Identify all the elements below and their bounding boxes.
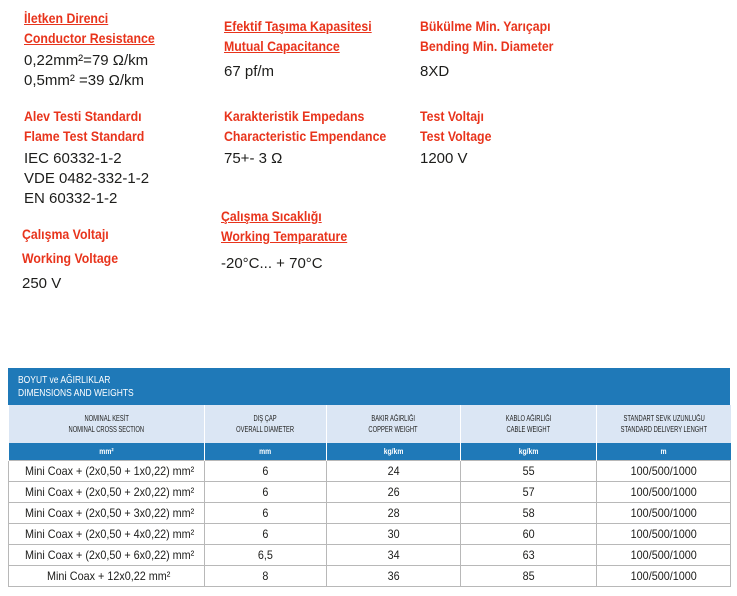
unit-cross-section: mm² bbox=[9, 443, 205, 461]
col-header-diameter: DIŞ ÇAP OVERALL DIAMETER bbox=[205, 405, 327, 443]
spec-flame-test bbox=[24, 106, 161, 209]
table-row bbox=[9, 482, 731, 503]
conductor-resistance-label-tr: İletken Direnci bbox=[24, 10, 109, 26]
cell-diameter: 8 bbox=[205, 566, 327, 587]
cell-copper-weight: 34 bbox=[327, 545, 461, 566]
cell-cross-section: Mini Coax + (2x0,50 + 2x0,22) mm² bbox=[9, 482, 205, 503]
mutual-capacitance-label-en: Mutual Capacitance bbox=[224, 38, 340, 54]
cell-cross-section: Mini Coax + 12x0,22 mm² bbox=[9, 566, 205, 587]
cell-diameter: 6 bbox=[205, 524, 327, 545]
bending-radius-value: 8XD bbox=[420, 63, 450, 80]
unit-copper-weight: kg/km bbox=[327, 443, 461, 461]
table-row bbox=[9, 461, 731, 482]
cell-cable-weight: 57 bbox=[461, 482, 597, 503]
table-row bbox=[9, 503, 731, 524]
flame-test-value-2: VDE 0482-332-1-2 bbox=[24, 170, 150, 187]
impedance-value: 75+- 3 Ω bbox=[224, 150, 283, 167]
cell-copper-weight: 26 bbox=[327, 482, 461, 503]
col-header-cross-section: NOMINAL KESİT NOMINAL CROSS SECTION bbox=[9, 405, 205, 443]
table-row bbox=[9, 524, 731, 545]
bending-radius-label-en: Bending Min. Diameter bbox=[420, 38, 554, 54]
cell-cross-section: Mini Coax + (2x0,50 + 4x0,22) mm² bbox=[9, 524, 205, 545]
col-header-cable-weight: KABLO AĞIRLIĞI CABLE WEIGHT bbox=[461, 405, 597, 443]
table-title-tr: BOYUT ve AĞIRLIKLAR bbox=[18, 375, 111, 386]
cell-copper-weight: 36 bbox=[327, 566, 461, 587]
col-header-delivery-length: STANDART SEVK UZUNLUĞU STANDARD DELIVERY LENGHT bbox=[597, 405, 731, 443]
conductor-resistance-value-1: 0,22mm²=79 Ω/km bbox=[24, 52, 149, 69]
bending-radius-label-tr: Bükülme Min. Yarıçapı bbox=[420, 18, 551, 34]
cell-cable-weight: 55 bbox=[461, 461, 597, 482]
spec-working-temperature bbox=[221, 206, 364, 274]
flame-test-label-en: Flame Test Standard bbox=[24, 128, 145, 144]
cell-delivery-length: 100/500/1000 bbox=[597, 566, 731, 587]
cell-copper-weight: 28 bbox=[327, 503, 461, 524]
working-temperature-value: -20°C... + 70°C bbox=[221, 255, 323, 272]
cell-cable-weight: 58 bbox=[461, 503, 597, 524]
test-voltage-value: 1200 V bbox=[420, 150, 468, 167]
cell-diameter: 6 bbox=[205, 461, 327, 482]
spec-test-voltage bbox=[420, 106, 501, 169]
mutual-capacitance-value: 67 pf/m bbox=[224, 63, 275, 80]
unit-cable-weight: kg/km bbox=[461, 443, 597, 461]
working-voltage-label-tr: Çalışma Voltajı bbox=[22, 226, 109, 242]
cell-cable-weight: 60 bbox=[461, 524, 597, 545]
cell-cross-section: Mini Coax + (2x0,50 + 6x0,22) mm² bbox=[9, 545, 205, 566]
cell-cable-weight: 63 bbox=[461, 545, 597, 566]
spec-mutual-capacitance bbox=[224, 16, 392, 82]
column-header-row bbox=[9, 405, 731, 443]
cell-delivery-length: 100/500/1000 bbox=[597, 482, 731, 503]
table-row bbox=[9, 566, 731, 587]
working-voltage-value: 250 V bbox=[22, 275, 62, 292]
cell-delivery-length: 100/500/1000 bbox=[597, 461, 731, 482]
spec-conductor-resistance bbox=[24, 8, 173, 91]
table-title-en: DIMENSIONS AND WEIGHTS bbox=[18, 388, 134, 399]
conductor-resistance-label-en: Conductor Resistance bbox=[24, 30, 155, 46]
cell-diameter: 6 bbox=[205, 503, 327, 524]
unit-row bbox=[9, 443, 731, 461]
flame-test-value-1: IEC 60332-1-2 bbox=[24, 150, 122, 167]
cell-cable-weight: 85 bbox=[461, 566, 597, 587]
cell-diameter: 6 bbox=[205, 482, 327, 503]
dimensions-table bbox=[8, 368, 730, 587]
test-voltage-label-en: Test Voltage bbox=[420, 128, 492, 144]
cell-diameter: 6,5 bbox=[205, 545, 327, 566]
impedance-label-en: Characteristic Empendance bbox=[224, 128, 387, 144]
unit-diameter: mm bbox=[205, 443, 327, 461]
table-title-bar bbox=[8, 368, 730, 405]
flame-test-value-3: EN 60332-1-2 bbox=[24, 190, 118, 207]
dimensions-grid bbox=[8, 405, 731, 587]
working-temperature-label-en: Working Temparature bbox=[221, 228, 348, 244]
working-voltage-label-en: Working Voltage bbox=[22, 250, 119, 266]
cell-copper-weight: 30 bbox=[327, 524, 461, 545]
spec-impedance bbox=[224, 106, 408, 169]
mutual-capacitance-label-tr: Efektif Taşıma Kapasitesi bbox=[224, 18, 372, 34]
cell-delivery-length: 100/500/1000 bbox=[597, 545, 731, 566]
flame-test-label-tr: Alev Testi Standardı bbox=[24, 108, 142, 124]
working-temperature-label-tr: Çalışma Sıcaklığı bbox=[221, 208, 322, 224]
cell-copper-weight: 24 bbox=[327, 461, 461, 482]
cell-cross-section: Mini Coax + (2x0,50 + 1x0,22) mm² bbox=[9, 461, 205, 482]
impedance-label-tr: Karakteristik Empedans bbox=[224, 108, 365, 124]
cell-delivery-length: 100/500/1000 bbox=[597, 503, 731, 524]
cell-cross-section: Mini Coax + (2x0,50 + 3x0,22) mm² bbox=[9, 503, 205, 524]
spec-bending-radius bbox=[420, 16, 572, 82]
test-voltage-label-tr: Test Voltajı bbox=[420, 108, 484, 124]
conductor-resistance-value-2: 0,5mm² =39 Ω/km bbox=[24, 72, 144, 89]
table-row bbox=[9, 545, 731, 566]
col-header-copper-weight: BAKIR AĞIRLIĞI COPPER WEIGHT bbox=[327, 405, 461, 443]
unit-delivery-length: m bbox=[597, 443, 731, 461]
cell-delivery-length: 100/500/1000 bbox=[597, 524, 731, 545]
spec-working-voltage bbox=[22, 224, 131, 294]
